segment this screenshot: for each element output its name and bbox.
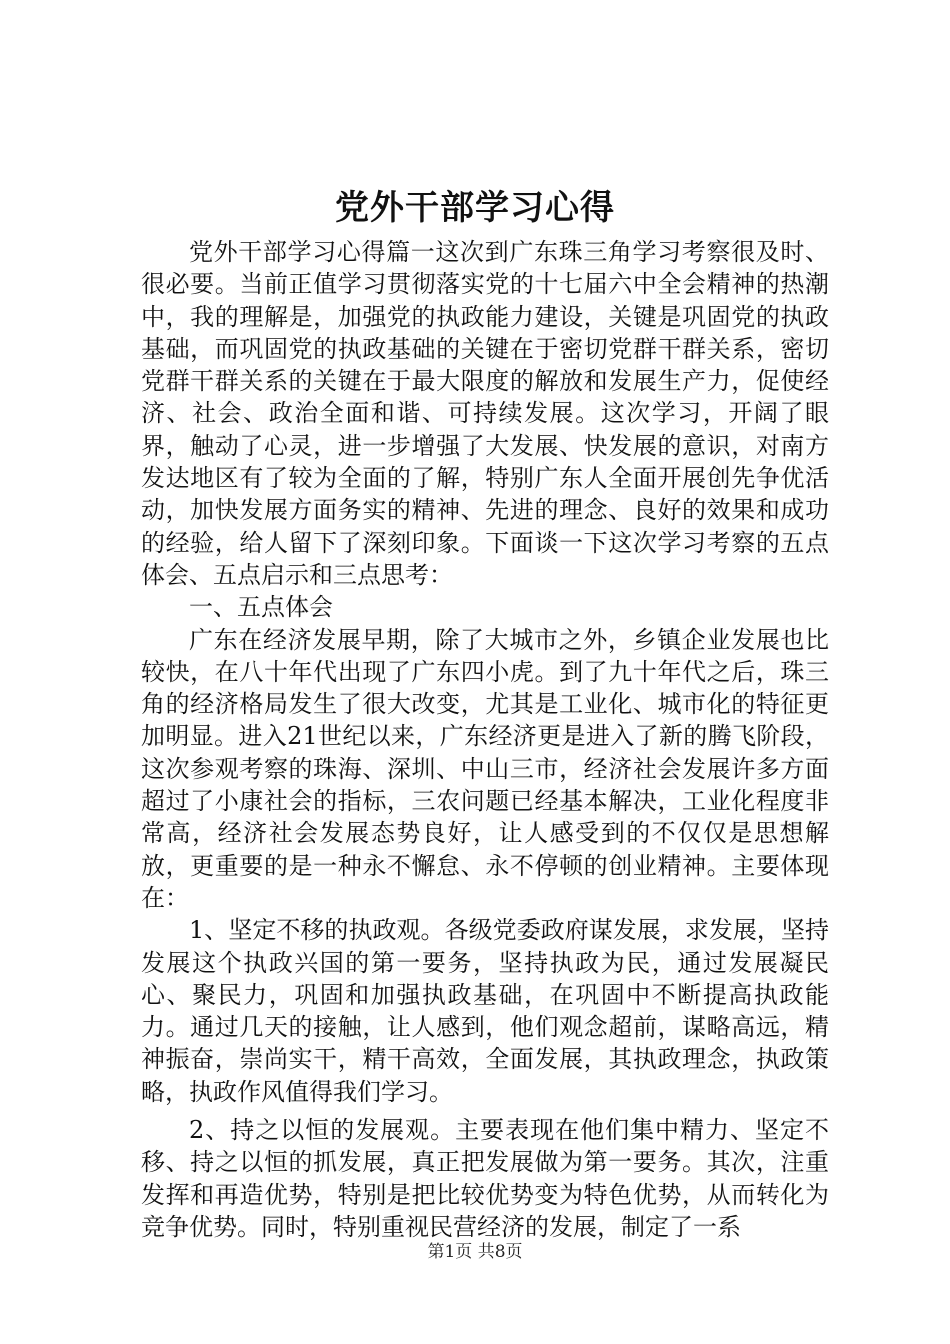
paragraph-point-2: 2、持之以恒的发展观。主要表现在他们集中精力、坚定不移、持之以恒的抓发展，真正把发展做为第一要务。其次，注重发挥和再造优势，特别是把比较优势变为特色优势，从而转化为竞争优势。同时，特别重视民营经济的发展，制定了一系	[141, 1116, 829, 1241]
paragraph-point-1: 1、坚定不移的执政观。各级党委政府谋发展，求发展，坚持发展这个执政兴国的第一要务，坚持执政为民，通过发展凝民心、聚民力，巩固和加强执政基础，在巩固中不断提高执政能力。通过几天的接触，让人感到，他们观念超前，谋略高远，精神振奋，崇尚实干，精干高效，全面发展，其执政理念，执政策略，执政作风值得我们学习。	[141, 916, 829, 1106]
paragraph-intro: 党外干部学习心得篇一这次到广东珠三角学习考察很及时、很必要。当前正值学习贯彻落实党的十七届六中全会精神的热潮中，我的理解是，加强党的执政能力建设，关键是巩固党的执政基础，而巩固党的执政基础的关键在于密切党群干群关系，密切党群干群关系的关键在于最大限度的解放和发展生产力，促使经济、社会、政治全面和谐、可持续发展。这次学习，开阔了眼界，触动了心灵，进一步增强了大发展、快发展的意识，对南方发达地区有了较为全面的了解，特别广东人全面开展创先争优活动，加快发展方面务实的精神、先进的理念、良好的效果和成功的经验，给人留下了深刻印象。下面谈一下这次学习考察的五点体会、五点启示和三点思考：	[141, 238, 829, 589]
page-number-footer: 第1页 共8页	[427, 1242, 523, 1262]
document-body	[141, 236, 829, 1243]
document-title: 党外干部学习心得	[335, 188, 615, 228]
paragraph-guangdong-development: 广东在经济发展早期，除了大城市之外，乡镇企业发展也比较快，在八十年代出现了广东四小虎。到了九十年代之后，珠三角的经济格局发生了很大改变，尤其是工业化、城市化的特征更加明显。进入21世纪以来，广东经济更是进入了新的腾飞阶段，这次参观考察的珠海、深圳、中山三市，经济社会发展许多方面超过了小康社会的指标，三农问题已经基本解决，工业化程度非常高，经济社会发展态势良好，让人感受到的不仅仅是思想解放，更重要的是一种永不懈怠、永不停顿的创业精神。主要体现在：	[141, 625, 829, 912]
section-heading-five-insights: 一、五点体会	[189, 593, 333, 622]
